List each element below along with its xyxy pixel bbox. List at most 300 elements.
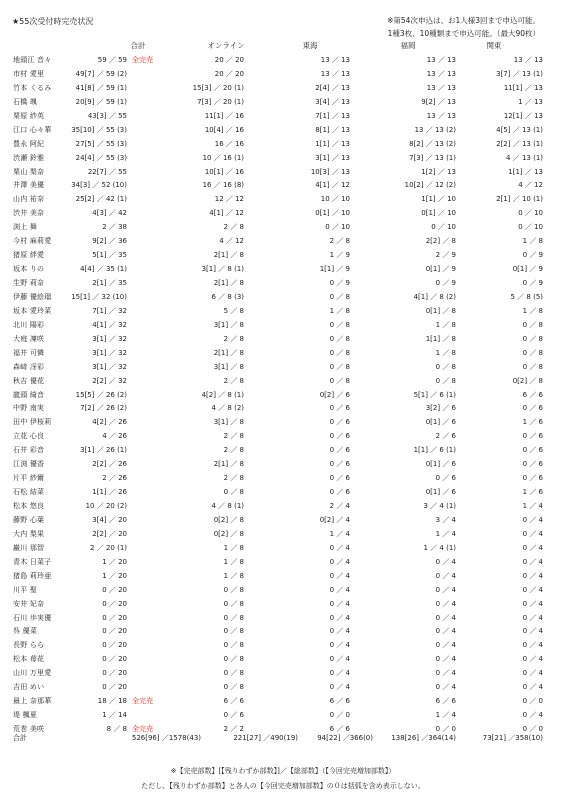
table-row xyxy=(0,54,566,68)
online-cell: 1 ／ 8 xyxy=(223,571,244,580)
online-cell: 0 ／ 8 xyxy=(223,641,244,650)
table-row xyxy=(0,514,566,528)
sales-table xyxy=(0,54,566,737)
tokai-cell: 0 ／ 6 xyxy=(329,432,350,441)
kanto-cell: 0 ／ 8 xyxy=(522,320,543,329)
total-cell: 27[5] ／ 55 (3) xyxy=(75,139,127,148)
online-cell: 2[1] ／ 8 xyxy=(213,251,244,260)
tokai-cell: 1[1] ／ 9 xyxy=(319,265,350,274)
fukuoka-cell: 13 ／ 13 xyxy=(426,69,456,78)
table-row xyxy=(0,389,566,403)
total-cell: 15[5] ／ 26 (2) xyxy=(75,390,127,399)
total-cell: 43[3] ／ 55 xyxy=(87,111,127,120)
sold-out-badge: 全完売 xyxy=(132,697,153,706)
member-name: 最上 奈那華 xyxy=(13,697,52,706)
online-cell: 10[4] ／ 16 xyxy=(204,125,244,134)
online-cell: 0 ／ 8 xyxy=(223,655,244,664)
kanto-cell: 0 ／ 4 xyxy=(522,543,543,552)
kanto-cell: 0 ／ 8 xyxy=(522,348,543,357)
total-cell: 59 ／ 59 xyxy=(97,56,127,64)
fukuoka-cell: 1[1] ／ 6 (1) xyxy=(413,446,456,455)
online-cell: 6 ／ 8 (3) xyxy=(211,292,244,301)
member-name: 堤 楓夏 xyxy=(13,711,38,720)
table-row xyxy=(0,625,566,639)
fukuoka-cell: 1 ／ 4 xyxy=(435,711,456,720)
table-row xyxy=(0,444,566,458)
total-cell: 3[4] ／ 20 xyxy=(92,515,127,524)
tokai-cell: 0 ／ 4 xyxy=(329,585,350,594)
totals-total: 526[96] ／1578(43) xyxy=(131,734,201,742)
total-cell: 0 ／ 20 xyxy=(102,613,127,622)
header-kanto: 関東 xyxy=(486,41,502,50)
total-cell: 0 ／ 20 xyxy=(102,641,127,650)
table-row xyxy=(0,375,566,389)
kanto-cell: 4[5] ／ 13 (1) xyxy=(496,125,543,134)
total-cell: 1 ／ 14 xyxy=(102,711,127,720)
fukuoka-cell: 4[1] ／ 8 (2) xyxy=(413,292,456,301)
kanto-cell: 1 ／ 6 xyxy=(522,418,543,427)
fukuoka-cell: 0 ／ 4 xyxy=(435,627,456,636)
table-row xyxy=(0,166,566,180)
member-name: 石井 彩音 xyxy=(13,446,45,455)
online-cell: 0[2] ／ 8 xyxy=(213,529,244,538)
online-cell: 7[3] ／ 20 (1) xyxy=(197,97,244,106)
total-cell: 9[2] ／ 36 xyxy=(92,237,127,246)
online-cell: 4[1] ／ 12 xyxy=(209,209,244,218)
member-name: 吉田 めい xyxy=(13,683,45,692)
tokai-cell: 6 ／ 6 xyxy=(329,725,350,733)
member-name: 片平 紗爾 xyxy=(13,474,45,483)
member-name: 江渕 優香 xyxy=(13,460,45,469)
kanto-cell: 0 ／ 9 xyxy=(522,251,543,260)
member-name: 松本 悠良 xyxy=(13,502,45,510)
member-name: 石川 歩実優 xyxy=(13,613,52,622)
online-cell: 4 ／ 8 (2) xyxy=(211,404,244,413)
tokai-cell: 0 ／ 4 xyxy=(329,571,350,580)
member-name: 北川 陽彩 xyxy=(13,320,45,329)
kanto-cell: 0 ／ 4 xyxy=(522,627,543,636)
kanto-cell: 0 ／ 4 xyxy=(522,669,543,678)
table-row xyxy=(0,305,566,319)
table-row xyxy=(0,570,566,584)
member-name: 渋井 美奈 xyxy=(13,209,45,218)
total-cell: 4[3] ／ 42 xyxy=(92,209,127,218)
total-cell: 18 ／ 18 xyxy=(97,697,127,706)
table-row xyxy=(0,416,566,430)
table-row xyxy=(0,556,566,570)
online-cell: 12 ／ 12 xyxy=(214,195,244,204)
tokai-cell: 3[4] ／ 13 xyxy=(315,97,350,106)
online-cell: 16 ／ 16 xyxy=(214,139,244,148)
table-row xyxy=(0,458,566,472)
tokai-cell: 0 ／ 4 xyxy=(329,627,350,636)
online-cell: 0 ／ 8 xyxy=(223,669,244,678)
total-cell: 2[2] ／ 32 xyxy=(92,376,127,385)
kanto-cell: 1 ／ 4 xyxy=(522,502,543,510)
total-cell: 8 ／ 8 xyxy=(106,725,127,733)
table-row xyxy=(0,179,566,193)
footer-line: ※【完売部数】[【残りわずか部数】]／【総部数】（【今回完売増加部数】） xyxy=(170,767,396,775)
kanto-cell: 0 ／ 10 xyxy=(518,209,543,218)
kanto-cell: 12[1] ／ 13 xyxy=(503,111,543,120)
kanto-cell: 6 ／ 6 xyxy=(522,390,543,399)
fukuoka-cell: 1 ／ 4 (1) xyxy=(423,543,456,552)
fukuoka-cell: 0 ／ 4 xyxy=(435,585,456,594)
total-cell: 25[2] ／ 42 (1) xyxy=(75,195,127,204)
fukuoka-cell: 13 ／ 13 xyxy=(426,56,456,64)
tokai-cell: 1 ／ 9 xyxy=(329,251,350,260)
fukuoka-cell: 0 ／ 6 xyxy=(435,474,456,483)
member-name: 渕上 舞 xyxy=(13,223,38,232)
table-row xyxy=(0,249,566,263)
kanto-cell: 13 ／ 13 xyxy=(513,56,543,64)
member-name: 栗山 梨奈 xyxy=(13,167,45,176)
table-row xyxy=(0,430,566,444)
notes xyxy=(387,14,540,40)
kanto-cell: 0 ／ 4 xyxy=(522,655,543,664)
total-cell: 24[4] ／ 55 (3) xyxy=(75,153,127,162)
table-row xyxy=(0,639,566,653)
total-cell: 0 ／ 20 xyxy=(102,683,127,692)
member-name: 森﨑 冴彩 xyxy=(13,362,45,371)
fukuoka-cell: 0 ／ 9 xyxy=(435,279,456,287)
total-cell: 7[2] ／ 26 (2) xyxy=(80,404,127,413)
member-name: 巖川 那智 xyxy=(13,543,45,552)
kanto-cell: 1[1] ／ 13 xyxy=(508,167,543,176)
member-name: 坂本 愛玲菜 xyxy=(13,306,52,315)
member-name: 竹本 くるみ xyxy=(13,83,52,92)
kanto-cell: 0 ／ 4 xyxy=(522,711,543,720)
table-row xyxy=(0,709,566,723)
table-row xyxy=(0,612,566,626)
fukuoka-cell: 0 ／ 4 xyxy=(435,599,456,608)
kanto-cell: 0 ／ 10 xyxy=(518,223,543,232)
total-cell: 0 ／ 20 xyxy=(102,599,127,608)
kanto-cell: 4 ／ 12 xyxy=(518,181,543,190)
kanto-cell: 0 ／ 4 xyxy=(522,613,543,622)
tokai-cell: 0 ／ 4 xyxy=(329,613,350,622)
online-cell: 4 ／ 8 (1) xyxy=(211,502,244,510)
fukuoka-cell: 0[1] ／ 10 xyxy=(421,209,456,218)
table-row xyxy=(0,110,566,124)
total-cell: 4[4] ／ 35 (1) xyxy=(80,265,127,274)
total-cell: 0 ／ 20 xyxy=(102,669,127,678)
tokai-cell: 0 ／ 8 xyxy=(329,376,350,385)
member-name: 長野 らら xyxy=(13,641,45,650)
table-row xyxy=(0,207,566,221)
table-row xyxy=(0,68,566,82)
header-online: オンライン xyxy=(207,41,245,50)
fukuoka-cell: 0[1] ／ 6 xyxy=(425,460,456,469)
total-cell: 10 ／ 20 (2) xyxy=(85,502,127,510)
tokai-cell: 0 ／ 8 xyxy=(329,320,350,329)
online-cell: 2 ／ 2 xyxy=(223,725,244,733)
totals-row xyxy=(0,733,566,747)
kanto-cell: 0 ／ 8 xyxy=(522,362,543,371)
note-line: ※第54次申込は、お1人様3回まで申込可能。 xyxy=(387,16,540,25)
online-cell: 20 ／ 20 xyxy=(214,69,244,78)
totals-label: 合計 xyxy=(13,734,27,742)
tokai-cell: 7[1] ／ 13 xyxy=(315,111,350,120)
tokai-cell: 2[4] ／ 13 xyxy=(315,83,350,92)
total-cell: 15[1] ／ 32 (10) xyxy=(71,292,127,301)
table-row xyxy=(0,528,566,542)
online-cell: 11[1] ／ 16 xyxy=(204,111,244,120)
table-row xyxy=(0,291,566,305)
tokai-cell: 0 ／ 6 xyxy=(329,460,350,469)
total-cell: 1[1] ／ 26 xyxy=(92,488,127,497)
table-row xyxy=(0,263,566,277)
total-cell: 0 ／ 20 xyxy=(102,585,127,594)
member-name: 井澤 美優 xyxy=(13,181,45,190)
table-row xyxy=(0,667,566,681)
fukuoka-cell: 0 ／ 4 xyxy=(435,669,456,678)
total-cell: 0 ／ 20 xyxy=(102,627,127,636)
online-cell: 0[2] ／ 8 xyxy=(213,515,244,524)
fukuoka-cell: 0 ／ 4 xyxy=(435,557,456,566)
totals-fukuoka: 138[26] ／364(14) xyxy=(391,734,456,742)
kanto-cell: 0 ／ 6 xyxy=(522,460,543,469)
totals-tokai: 94[22] ／366(0) xyxy=(317,734,373,742)
footer-notes xyxy=(0,764,566,794)
kanto-cell: 0[2] ／ 8 xyxy=(512,376,543,385)
kanto-cell: 11[1] ／ 13 xyxy=(503,83,543,92)
tokai-cell: 0 ／ 0 xyxy=(329,711,350,720)
tokai-cell: 0 ／ 8 xyxy=(329,292,350,301)
fukuoka-cell: 2[2] ／ 8 xyxy=(425,237,456,246)
kanto-cell: 0 ／ 4 xyxy=(522,585,543,594)
online-cell: 0 ／ 8 xyxy=(223,627,244,636)
member-name: 渋瀬 鈴雅 xyxy=(13,153,45,162)
total-cell: 20[9] ／ 59 (1) xyxy=(75,97,127,106)
page-title: ★55次受付時完売状況 xyxy=(12,17,94,26)
member-name: 安井 妃奈 xyxy=(13,599,45,608)
member-name: 荒巻 美咲 xyxy=(13,725,45,733)
table-row xyxy=(0,193,566,207)
online-cell: 15[3] ／ 20 (1) xyxy=(192,83,244,92)
member-name: 立花 心良 xyxy=(13,432,45,441)
table-row xyxy=(0,695,566,709)
fukuoka-cell: 13 ／ 13 (2) xyxy=(414,125,456,134)
tokai-cell: 0 ／ 6 xyxy=(329,446,350,455)
tokai-cell: 6 ／ 6 xyxy=(329,697,350,706)
fukuoka-cell: 3 ／ 4 xyxy=(435,515,456,524)
member-name: 大庭 凜咲 xyxy=(13,334,45,343)
table-row xyxy=(0,402,566,416)
online-cell: 2[1] ／ 8 xyxy=(213,279,244,287)
member-name: 青木 日菜子 xyxy=(13,557,52,566)
tokai-cell: 0[2] ／ 4 xyxy=(319,515,350,524)
tokai-cell: 0 ／ 4 xyxy=(329,557,350,566)
tokai-cell: 4[1] ／ 12 xyxy=(315,181,350,190)
table-row xyxy=(0,486,566,500)
online-cell: 0 ／ 8 xyxy=(223,585,244,594)
member-name: 龍頭 綺音 xyxy=(13,390,45,399)
member-name: 松本 苺花 xyxy=(13,655,45,664)
total-cell: 49[7] ／ 59 (2) xyxy=(75,69,127,78)
fukuoka-cell: 1 ／ 8 xyxy=(435,320,456,329)
kanto-cell: 1 ／ 8 xyxy=(522,237,543,246)
tokai-cell: 0 ／ 4 xyxy=(329,641,350,650)
kanto-cell: 0 ／ 0 xyxy=(522,697,543,706)
kanto-cell: 0 ／ 9 xyxy=(522,279,543,287)
kanto-cell: 0 ／ 4 xyxy=(522,641,543,650)
table-row xyxy=(0,472,566,486)
online-cell: 3[1] ／ 8 xyxy=(213,362,244,371)
kanto-cell: 4 ／ 13 (1) xyxy=(506,153,543,162)
fukuoka-cell: 6 ／ 6 xyxy=(435,697,456,706)
member-name: 石橋 颯 xyxy=(13,97,38,106)
tokai-cell: 0 ／ 6 xyxy=(329,474,350,483)
tokai-cell: 13 ／ 13 xyxy=(320,56,350,64)
column-headers xyxy=(0,40,566,52)
member-name: 豊永 阿紀 xyxy=(13,139,45,148)
table-row xyxy=(0,347,566,361)
fukuoka-cell: 13 ／ 13 xyxy=(426,83,456,92)
fukuoka-cell: 0 ／ 8 xyxy=(435,376,456,385)
fukuoka-cell: 0 ／ 4 xyxy=(435,571,456,580)
table-row xyxy=(0,584,566,598)
tokai-cell: 3[1] ／ 13 xyxy=(315,153,350,162)
total-cell: 4[2] ／ 26 xyxy=(92,418,127,427)
total-cell: 41[8] ／ 59 (1) xyxy=(75,83,127,92)
kanto-cell: 3[7] ／ 13 (1) xyxy=(496,69,543,78)
online-cell: 3[1] ／ 8 (1) xyxy=(201,265,244,274)
total-cell: 2 ／ 26 xyxy=(102,474,127,483)
online-cell: 2 ／ 8 xyxy=(223,432,244,441)
online-cell: 3[1] ／ 8 xyxy=(213,418,244,427)
member-name: 栗原 紗英 xyxy=(13,111,45,120)
online-cell: 5 ／ 8 xyxy=(223,306,244,315)
total-cell: 7[1] ／ 32 xyxy=(92,306,127,315)
total-cell: 2 ／ 20 (1) xyxy=(90,543,127,552)
online-cell: 2[1] ／ 8 xyxy=(213,348,244,357)
online-cell: 2 ／ 8 xyxy=(223,376,244,385)
member-name: 猪原 絆愛 xyxy=(13,251,45,260)
fukuoka-cell: 3 ／ 4 (1) xyxy=(423,502,456,510)
header-tokai: 東海 xyxy=(302,41,318,50)
total-cell: 5[1] ／ 35 xyxy=(92,251,127,260)
kanto-cell: 0 ／ 4 xyxy=(522,515,543,524)
table-row xyxy=(0,124,566,138)
fukuoka-cell: 0 ／ 8 xyxy=(435,362,456,371)
fukuoka-cell: 1 ／ 8 xyxy=(435,348,456,357)
online-cell: 0 ／ 8 xyxy=(223,488,244,497)
kanto-cell: 0 ／ 4 xyxy=(522,571,543,580)
online-cell: 2 ／ 8 xyxy=(223,446,244,455)
table-row xyxy=(0,221,566,235)
online-cell: 10 ／ 16 (1) xyxy=(202,153,244,162)
kanto-cell: 2[2] ／ 13 (1) xyxy=(496,139,543,148)
kanto-cell: 2[1] ／ 10 (1) xyxy=(496,195,543,204)
fukuoka-cell: 0 ／ 4 xyxy=(435,641,456,650)
total-cell: 3[1] ／ 26 (1) xyxy=(80,446,127,455)
fukuoka-cell: 1[2] ／ 13 xyxy=(421,167,456,176)
tokai-cell: 0 ／ 6 xyxy=(329,418,350,427)
sold-out-badge: 全完売 xyxy=(132,56,153,64)
table-row xyxy=(0,319,566,333)
fukuoka-cell: 0 ／ 4 xyxy=(435,683,456,692)
total-cell: 4 ／ 26 xyxy=(102,432,127,441)
member-name: 猪島 莉玲亜 xyxy=(13,571,52,580)
fukuoka-cell: 1 ／ 4 xyxy=(435,529,456,538)
kanto-cell: 0 ／ 4 xyxy=(522,683,543,692)
fukuoka-cell: 0 ／ 0 xyxy=(435,725,456,733)
member-name: 川平 聖 xyxy=(13,585,38,594)
fukuoka-cell: 9[2] ／ 13 xyxy=(421,97,456,106)
member-name: 今村 麻莉愛 xyxy=(13,237,52,246)
table-row xyxy=(0,653,566,667)
tokai-cell: 0 ／ 8 xyxy=(329,348,350,357)
total-cell: 3[1] ／ 32 xyxy=(92,334,127,343)
table-row xyxy=(0,138,566,152)
note-line: 1種3枚、10種類まで申込可能。（最大90枚） xyxy=(387,29,540,38)
tokai-cell: 0 ／ 4 xyxy=(329,543,350,552)
total-cell: 4[1] ／ 32 xyxy=(92,320,127,329)
online-cell: 4 ／ 12 xyxy=(219,237,244,246)
fukuoka-cell: 0 ／ 4 xyxy=(435,613,456,622)
header-total: 合計 xyxy=(130,41,146,50)
tokai-cell: 0 ／ 4 xyxy=(329,683,350,692)
fukuoka-cell: 2 ／ 9 xyxy=(435,251,456,260)
online-cell: 1 ／ 8 xyxy=(223,543,244,552)
member-name: 福井 可憐 xyxy=(13,348,45,357)
table-row xyxy=(0,598,566,612)
kanto-cell: 0 ／ 6 xyxy=(522,474,543,483)
kanto-cell: 1 ／ 8 xyxy=(522,306,543,315)
total-cell: 1 ／ 20 xyxy=(102,571,127,580)
kanto-cell: 0 ／ 6 xyxy=(522,404,543,413)
total-cell: 2[2] ／ 20 xyxy=(92,529,127,538)
online-cell: 2[1] ／ 8 xyxy=(213,460,244,469)
total-cell: 35[10] ／ 55 (3) xyxy=(71,125,127,134)
member-name: 山川 万里愛 xyxy=(13,669,52,678)
member-name: 坂本 りの xyxy=(13,265,45,274)
kanto-cell: 0 ／ 8 xyxy=(522,334,543,343)
member-name: 石松 結菜 xyxy=(13,488,45,497)
kanto-cell: 5 ／ 8 (5) xyxy=(510,292,543,301)
total-cell: 1 ／ 20 xyxy=(102,557,127,566)
total-cell: 22[7] ／ 55 xyxy=(87,167,127,176)
member-name: 伊藤 優絵瑠 xyxy=(13,292,52,301)
tokai-cell: 1 ／ 4 xyxy=(329,529,350,538)
fukuoka-cell: 0[1] ／ 8 xyxy=(425,306,456,315)
table-row xyxy=(0,542,566,556)
tokai-cell: 0 ／ 4 xyxy=(329,669,350,678)
kanto-cell: 0[1] ／ 9 xyxy=(512,265,543,274)
total-cell: 3[1] ／ 32 xyxy=(92,348,127,357)
table-row xyxy=(0,96,566,110)
tokai-cell: 0 ／ 6 xyxy=(329,404,350,413)
total-cell: 0 ／ 20 xyxy=(102,655,127,664)
member-name: 秋吉 優花 xyxy=(13,376,45,385)
tokai-cell: 0 ／ 6 xyxy=(329,488,350,497)
fukuoka-cell: 1[1] ／ 8 xyxy=(425,334,456,343)
fukuoka-cell: 2 ／ 6 xyxy=(435,432,456,441)
table-row xyxy=(0,82,566,96)
tokai-cell: 0 ／ 8 xyxy=(329,334,350,343)
fukuoka-cell: 3[2] ／ 6 xyxy=(425,404,456,413)
member-name: 江口 心々華 xyxy=(13,125,52,134)
member-name: 大内 梨果 xyxy=(13,529,45,538)
tokai-cell: 8[1] ／ 13 xyxy=(315,125,350,134)
table-row xyxy=(0,235,566,249)
online-cell: 0 ／ 6 xyxy=(223,711,244,720)
online-cell: 2 ／ 8 xyxy=(223,474,244,483)
total-cell: 3[1] ／ 32 xyxy=(92,362,127,371)
tokai-cell: 10 ／ 10 xyxy=(320,195,350,204)
footer-line: ただし、【残りわずか部数】と各人の【今回完売増加部数】の０は括弧を含め表示しない。 xyxy=(141,782,425,790)
